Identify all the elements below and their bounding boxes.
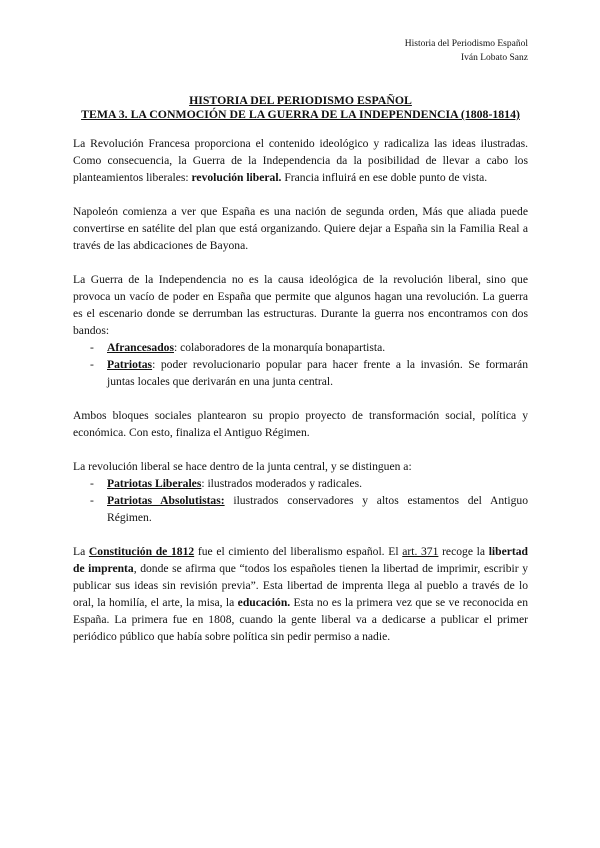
article-reference: art. 371 [402, 545, 439, 558]
paragraph-1-bold: revolución liberal. [191, 171, 282, 184]
paragraph-1 [73, 135, 528, 186]
press-freedom-term: libertad de imprenta [73, 545, 528, 575]
paragraph-6-text: , donde se afirma que “todos los españoles tienen la libertad de imprimir, escribir y publicar sus ideas sin revisión previa”. Esta libertad de imprenta llega al pueblo a través de lo oral, la homilía, el arte, la misa, la [73, 562, 528, 609]
paragraph-6-text: fue el cimiento del liberalismo español. El [194, 545, 403, 558]
paragraph-6-text: La [73, 545, 89, 558]
education-term: educación. [237, 596, 291, 609]
list-item [73, 492, 528, 526]
list-text: ilustrados conservadores y altos estamentos del Antiguo Régimen. [107, 494, 528, 524]
list-term: Afrancesados [107, 341, 174, 354]
paragraph-1-text: La Revolución Francesa proporciona el contenido ideológico y radicaliza las ideas ilustradas. Como consecuencia, la Guerra de la Independencia da la posibilidad de llevar a cabo los planteamientos liberales: [73, 137, 528, 184]
list-term: Patriotas Absolutistas: [107, 494, 225, 507]
paragraph-5: La revolución liberal se hace dentro de la junta central, y se distinguen a: [73, 460, 412, 473]
paragraph-4: Ambos bloques sociales plantearon su propio proyecto de transformación social, política y económica. Con esto, finaliza el Antiguo Régimen. [73, 409, 528, 439]
paragraph-6-text: Esta no es la primera vez que se ve reconocida en España. La primera fue en 1808, cuando la gente liberal va a dedicarse a publicar el primer periódico público que había sobre política sin pedir permiso a nadie. [73, 596, 528, 643]
title-line-1: HISTORIA DEL PERIODISMO ESPAÑOL [189, 93, 412, 107]
title-line-2: TEMA 3. LA CONMOCIÓN DE LA GUERRA DE LA INDEPENDENCIA (1808-1814) [81, 107, 520, 121]
list-dash: - [90, 477, 94, 490]
patriotas-list [73, 475, 528, 526]
page-header [405, 37, 528, 65]
document-title [73, 93, 528, 121]
list-text: : poder revolucionario popular para hacer frente a la invasión. Se formarán juntas locales que derivarán en una junta central. [107, 358, 528, 388]
list-item [73, 475, 528, 492]
list-item [73, 356, 528, 390]
list-dash: - [90, 341, 94, 354]
paragraph-6 [73, 543, 528, 645]
paragraph-2: Napoleón comienza a ver que España es una nación de segunda orden, Más que aliada puede convertirse en satélite del plan que está organizando. Quiere dejar a España sin la Familia Real a través de las abdicaciones de Bayona. [73, 205, 528, 252]
document-body [73, 93, 528, 662]
paragraph-6-text: recoge la [438, 545, 489, 558]
list-term: Patriotas Liberales [107, 477, 202, 490]
list-term: Patriotas [107, 358, 153, 371]
list-text: : ilustrados moderados y radicales. [201, 477, 363, 490]
header-course: Historia del Periodismo Español [404, 39, 528, 49]
bandos-list [73, 339, 528, 390]
list-item [73, 339, 528, 356]
list-dash: - [90, 494, 94, 507]
header-author: Iván Lobato Sanz [460, 53, 528, 63]
paragraph-1-text-end: Francia influirá en ese doble punto de vista. [281, 171, 488, 184]
list-dash: - [90, 358, 94, 371]
paragraph-3: La Guerra de la Independencia no es la causa ideológica de la revolución liberal, sino que provoca un vacío de poder en España que permite que algunos hagan una revolución. La guerra es el escenario donde se derrumban las estructuras. Durante la guerra nos encontramos con dos bandos: [73, 273, 528, 337]
list-text: : colaboradores de la monarquía bonapartista. [173, 341, 386, 354]
constitution-term: Constitución de 1812 [88, 545, 195, 558]
